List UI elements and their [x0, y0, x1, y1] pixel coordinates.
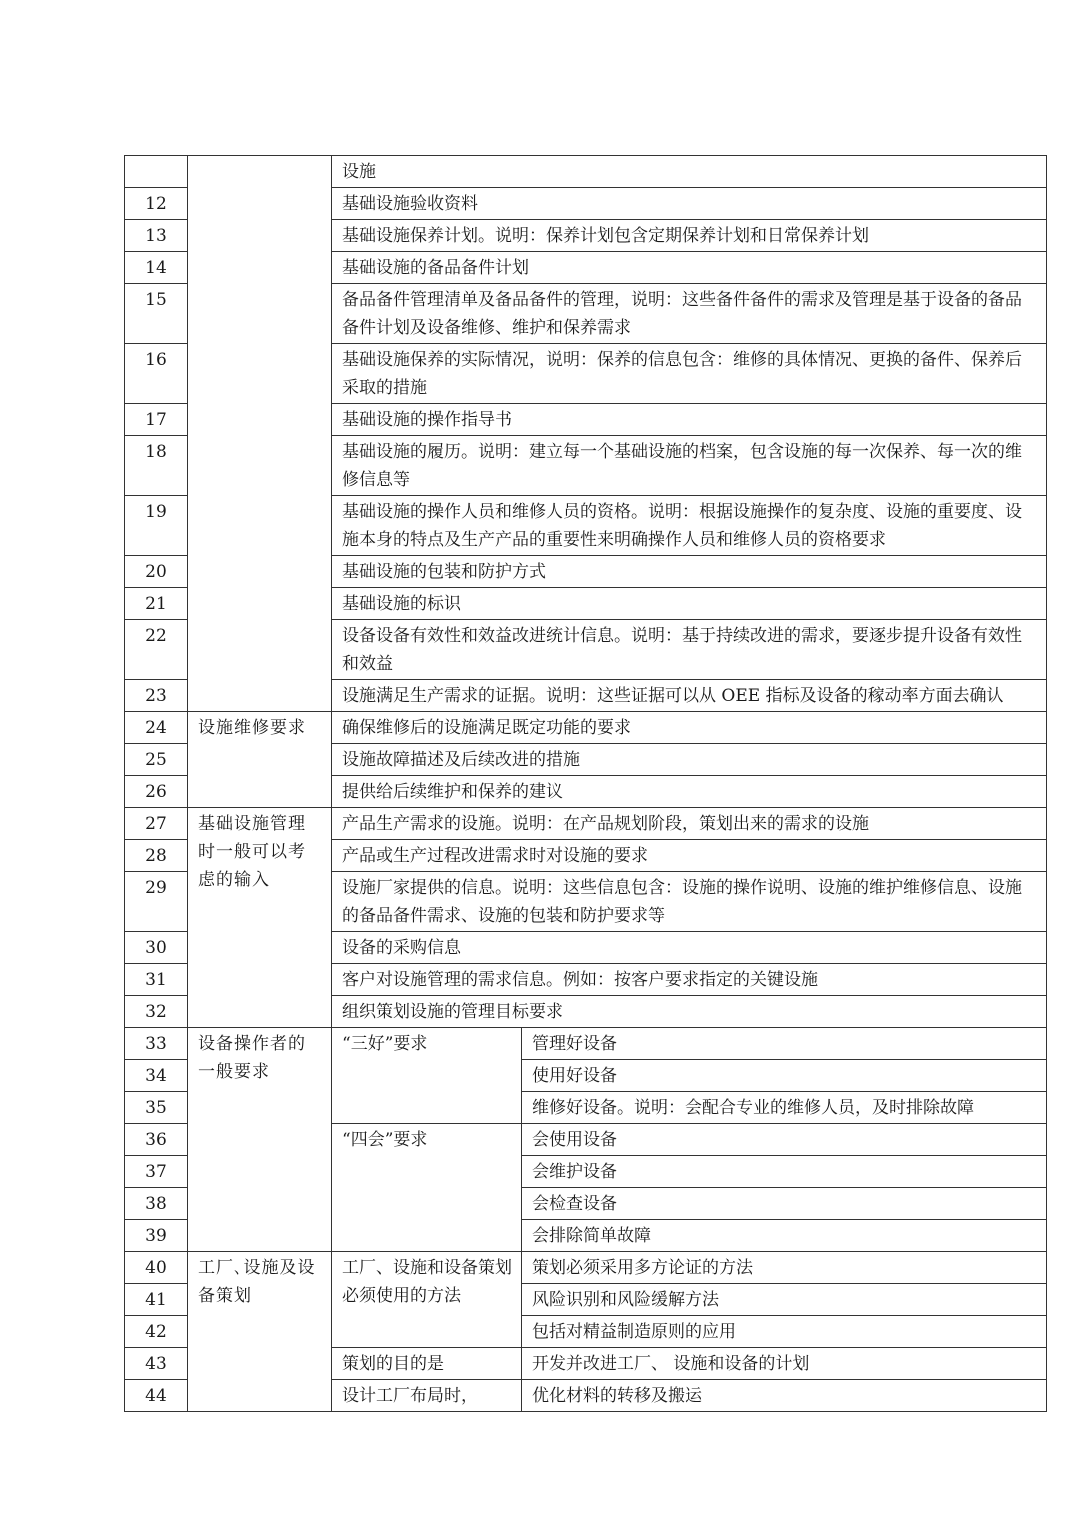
row-content: 策划必须采用多方论证的方法 [522, 1252, 1047, 1284]
row-content: 基础设施验收资料 [332, 188, 1047, 220]
subcategory-layout: 设计工厂布局时， [332, 1380, 522, 1412]
row-content: 设施满足生产需求的证据。说明：这些证据可以从 OEE 指标及设备的稼动率方面去确认 [332, 680, 1047, 712]
row-number: 13 [125, 220, 188, 252]
row-content: 设备的采购信息 [332, 932, 1047, 964]
row-number: 43 [125, 1348, 188, 1380]
row-number: 14 [125, 252, 188, 284]
row-content: 基础设施的履历。说明：建立每一个基础设施的档案，包含设施的每一次保养、每一次的维修信息等 [332, 436, 1047, 496]
row-number: 38 [125, 1188, 188, 1220]
category-operator: 设备操作者的一般要求 [188, 1028, 332, 1252]
row-content: 会维护设备 [522, 1156, 1047, 1188]
row-content: 基础设施的标识 [332, 588, 1047, 620]
table-row [125, 1252, 1047, 1284]
row-number: 23 [125, 680, 188, 712]
row-content: 产品或生产过程改进需求时对设施的要求 [332, 840, 1047, 872]
row-number: 20 [125, 556, 188, 588]
row-number: 33 [125, 1028, 188, 1060]
row-number: 30 [125, 932, 188, 964]
row-number: 29 [125, 872, 188, 932]
row-content: 设施故障描述及后续改进的措施 [332, 744, 1047, 776]
table-row [125, 1028, 1047, 1060]
row-number: 42 [125, 1316, 188, 1348]
row-content: 提供给后续维护和保养的建议 [332, 776, 1047, 808]
row-content: 会使用设备 [522, 1124, 1047, 1156]
row-number: 35 [125, 1092, 188, 1124]
row-number: 12 [125, 188, 188, 220]
requirements-table [124, 155, 1047, 1412]
row-content: 基础设施的操作指导书 [332, 404, 1047, 436]
row-content: 会排除简单故障 [522, 1220, 1047, 1252]
subcategory-four-can: “四会”要求 [332, 1124, 522, 1252]
row-content: 基础设施保养计划。说明：保养计划包含定期保养计划和日常保养计划 [332, 220, 1047, 252]
row-number: 21 [125, 588, 188, 620]
row-number: 31 [125, 964, 188, 996]
row-number: 34 [125, 1060, 188, 1092]
subcategory-method: 工厂、设施和设备策划必须使用的方法 [332, 1252, 522, 1348]
category-cell [188, 156, 332, 712]
row-content: 设施厂家提供的信息。说明：这些信息包含：设施的操作说明、设施的维护维修信息、设施的备品备件需求、设施的包装和防护要求等 [332, 872, 1047, 932]
row-content: 基础设施的操作人员和维修人员的资格。说明：根据设施操作的复杂度、设施的重要度、设施本身的特点及生产产品的重要性来明确操作人员和维修人员的资格要求 [332, 496, 1047, 556]
row-content: 包括对精益制造原则的应用 [522, 1316, 1047, 1348]
row-number: 24 [125, 712, 188, 744]
row-content: 客户对设施管理的需求信息。例如：按客户要求指定的关键设施 [332, 964, 1047, 996]
row-content: 使用好设备 [522, 1060, 1047, 1092]
row-number: 17 [125, 404, 188, 436]
row-content: 设备设备有效性和效益改进统计信息。说明：基于持续改进的需求，要逐步提升设备有效性和效益 [332, 620, 1047, 680]
row-number: 22 [125, 620, 188, 680]
row-content: 组织策划设施的管理目标要求 [332, 996, 1047, 1028]
table-row [125, 808, 1047, 840]
row-number: 39 [125, 1220, 188, 1252]
row-content: 风险识别和风险缓解方法 [522, 1284, 1047, 1316]
row-content: 确保维修后的设施满足既定功能的要求 [332, 712, 1047, 744]
row-content: 管理好设备 [522, 1028, 1047, 1060]
table-row [125, 156, 1047, 188]
row-content: 基础设施的包装和防护方式 [332, 556, 1047, 588]
row-number: 32 [125, 996, 188, 1028]
row-content: 开发并改进工厂、 设施和设备的计划 [522, 1348, 1047, 1380]
row-number: 44 [125, 1380, 188, 1412]
row-content: 备品备件管理清单及备品备件的管理，说明：这些备件备件的需求及管理是基于设备的备品备件计划及设备维修、维护和保养需求 [332, 284, 1047, 344]
category-maintenance: 设施维修要求 [188, 712, 332, 808]
row-number: 27 [125, 808, 188, 840]
row-content: 产品生产需求的设施。说明：在产品规划阶段，策划出来的需求的设施 [332, 808, 1047, 840]
row-content: 设施 [332, 156, 1047, 188]
subcategory-three-good: “三好”要求 [332, 1028, 522, 1124]
row-number: 16 [125, 344, 188, 404]
row-content: 维修好设备。说明：会配合专业的维修人员，及时排除故障 [522, 1092, 1047, 1124]
row-number: 25 [125, 744, 188, 776]
row-number: 37 [125, 1156, 188, 1188]
row-number: 15 [125, 284, 188, 344]
category-inputs: 基础设施管理时一般可以考虑的输入 [188, 808, 332, 1028]
row-number: 26 [125, 776, 188, 808]
subcategory-purpose: 策划的目的是 [332, 1348, 522, 1380]
row-number: 36 [125, 1124, 188, 1156]
row-content: 基础设施保养的实际情况，说明：保养的信息包含：维修的具体情况、更换的备件、保养后采取的措施 [332, 344, 1047, 404]
row-number: 18 [125, 436, 188, 496]
row-number: 41 [125, 1284, 188, 1316]
table-row [125, 712, 1047, 744]
row-number [125, 156, 188, 188]
row-content: 会检查设备 [522, 1188, 1047, 1220]
row-content: 基础设施的备品备件计划 [332, 252, 1047, 284]
row-number: 28 [125, 840, 188, 872]
row-number: 19 [125, 496, 188, 556]
row-number: 40 [125, 1252, 188, 1284]
row-content: 优化材料的转移及搬运 [522, 1380, 1047, 1412]
category-planning: 工厂､设施及设备策划 [188, 1252, 332, 1412]
